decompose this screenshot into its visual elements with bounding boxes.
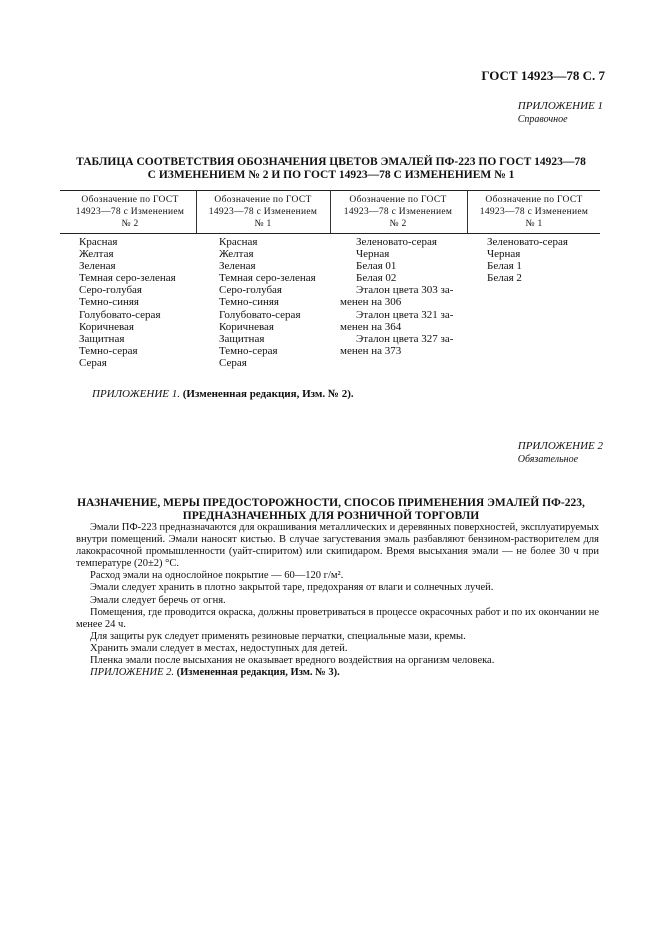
section2-title [56, 497, 606, 523]
appendix1-sublabel: Справочное [517, 114, 568, 125]
table-column-4 [487, 236, 568, 284]
table-cell: Красная [79, 236, 118, 248]
paragraph: Эмали следует беречь от огня. [90, 594, 226, 606]
table-cell: Серая [79, 356, 107, 369]
header-line: Обозначение по ГОСТ [349, 195, 447, 205]
table-cell: Белая 01 [356, 260, 397, 273]
table-divider [467, 190, 468, 233]
table-column-2 [219, 236, 316, 369]
table-title-line2: С ИЗМЕНЕНИЕМ № 2 И ПО ГОСТ 14923—78 С ИЗМЕНЕНИЕМ № 1 [147, 169, 515, 181]
table-header-cell [336, 194, 460, 230]
header-line: 14923—78 с Изменением [75, 207, 185, 217]
table-cell: Зеленая [79, 260, 116, 273]
paragraph: Хранить эмали следует в местах, недоступных для детей. [90, 642, 348, 654]
table-cell: Зеленовато-серая [487, 236, 568, 248]
table-cell: Голубовато-серая [219, 308, 301, 321]
table-cell: Серая [219, 356, 247, 369]
table-cell: Белая 2 [487, 272, 522, 285]
table-cell: Эталон цвета 303 за- [356, 284, 454, 297]
table-column-1 [79, 236, 176, 369]
paragraph: Пленка эмали после высыхания не оказывает вредного воздействия на организм человека. [90, 655, 495, 667]
table-cell: Эталон цвета 327 за- [356, 332, 454, 345]
header-line: 14923—78 с Изменением [479, 207, 589, 217]
paragraph: Эмали следует хранить в плотно закрытой таре, предохраняя от влаги и солнечных лучей. [90, 582, 494, 594]
appendix2-sublabel: Обязательное [517, 454, 579, 465]
table-cell: менен на 373 [340, 344, 402, 357]
table-cell: Серо-голубая [219, 284, 282, 297]
table-cell: менен на 364 [340, 320, 402, 333]
note-text: (Измененная редакция, Изм. № 3). [176, 667, 340, 679]
note-label: ПРИЛОЖЕНИЕ 1. [92, 388, 180, 400]
paragraph: Эмали ПФ-223 предназначаются для окрашивания металлических и деревянных поверхностей, эксплуатируемых внутри помещений. Эмали наносят кистью. В случае загустевания эмаль разбавляют бензином-растворителем для лакокрасочной промышленности (уайт-спиритом) или скипидаром. Время высыхания эмали — не более 30 ч при температуре (20±2) °С. [76, 522, 599, 570]
table-cell: Голубовато-серая [79, 308, 161, 321]
table-cell: Защитная [79, 332, 125, 345]
table-column-3 [340, 236, 464, 357]
header-line: № 2 [389, 219, 407, 229]
table-header-rule [60, 233, 600, 234]
table-cell: Зеленая [219, 260, 256, 273]
table-cell: Белая 1 [487, 260, 522, 273]
note-text: (Измененная редакция, Изм. № 2). [182, 388, 354, 400]
section2-title-line1: НАЗНАЧЕНИЕ, МЕРЫ ПРЕДОСТОРОЖНОСТИ, СПОСОБ ПРИМЕНЕНИЯ ЭМАЛЕЙ ПФ-223, [77, 497, 585, 509]
table-title-line1: ТАБЛИЦА СООТВЕТСТВИЯ ОБОЗНАЧЕНИЯ ЦВЕТОВ ЭМАЛЕЙ ПФ-223 ПО ГОСТ 14923—78 [76, 156, 586, 168]
appendix2-label-text: ПРИЛОЖЕНИЕ 2 [517, 440, 603, 452]
table-cell: Эталон цвета 321 за- [356, 308, 454, 321]
table-cell: Коричневая [79, 320, 134, 333]
appendix2-note [76, 667, 599, 679]
table-cell: Темно-синяя [219, 296, 279, 309]
table-cell: Темная серо-зеленая [219, 272, 316, 285]
header-line: № 1 [254, 219, 272, 229]
table-cell: Желтая [79, 248, 114, 261]
table-cell: Черная [356, 248, 390, 261]
section2-title-line2: ПРЕДНАЗНАЧЕННЫХ ДЛЯ РОЗНИЧНОЙ ТОРГОВЛИ [182, 510, 480, 522]
header-line: № 2 [121, 219, 139, 229]
table-divider [330, 190, 331, 233]
table-header-cell [472, 194, 596, 230]
header-line: 14923—78 с Изменением [343, 207, 453, 217]
header-line: 14923—78 с Изменением [208, 207, 318, 217]
paragraph: Для защиты рук следует применять резиновые перчатки, специальные мази, кремы. [90, 630, 466, 642]
header-line: Обозначение по ГОСТ [214, 195, 312, 205]
paragraph: Расход эмали на однослойное покрытие — 60—120 г/м². [90, 570, 344, 582]
table-cell: Темно-серая [79, 344, 138, 357]
appendix1-note [92, 388, 354, 400]
table-cell: Желтая [219, 248, 254, 261]
table-cell: Серо-голубая [79, 284, 142, 297]
table-cell: менен на 306 [340, 296, 402, 309]
table-cell: Коричневая [219, 320, 274, 333]
header-line: Обозначение по ГОСТ [485, 195, 583, 205]
page-header: ГОСТ 14923—78 С. 7 [481, 68, 605, 83]
table-cell: Красная [219, 236, 258, 248]
header-line: № 1 [525, 219, 543, 229]
table-title [56, 156, 606, 182]
header-line: Обозначение по ГОСТ [81, 195, 179, 205]
appendix2-label [518, 440, 603, 466]
section2-body [76, 522, 599, 679]
table-header-cell [201, 194, 325, 230]
note-label: ПРИЛОЖЕНИЕ 2. [90, 667, 174, 679]
paragraph: Помещения, где проводится окраска, должны проветриваться в процессе окрасочных работ и по их окончании не менее 24 ч. [76, 606, 599, 630]
appendix1-label [518, 100, 603, 126]
table-divider [196, 190, 197, 233]
table-cell: Черная [487, 248, 521, 261]
table-cell: Зеленовато-серая [356, 236, 437, 248]
appendix1-label-text: ПРИЛОЖЕНИЕ 1 [517, 100, 603, 112]
table-cell: Белая 02 [356, 272, 397, 285]
table-cell: Темно-серая [219, 344, 278, 357]
table-cell: Защитная [219, 332, 265, 345]
table-cell: Темно-синяя [79, 296, 139, 309]
table-header-cell [68, 194, 192, 230]
table-cell: Темная серо-зеленая [79, 272, 176, 285]
